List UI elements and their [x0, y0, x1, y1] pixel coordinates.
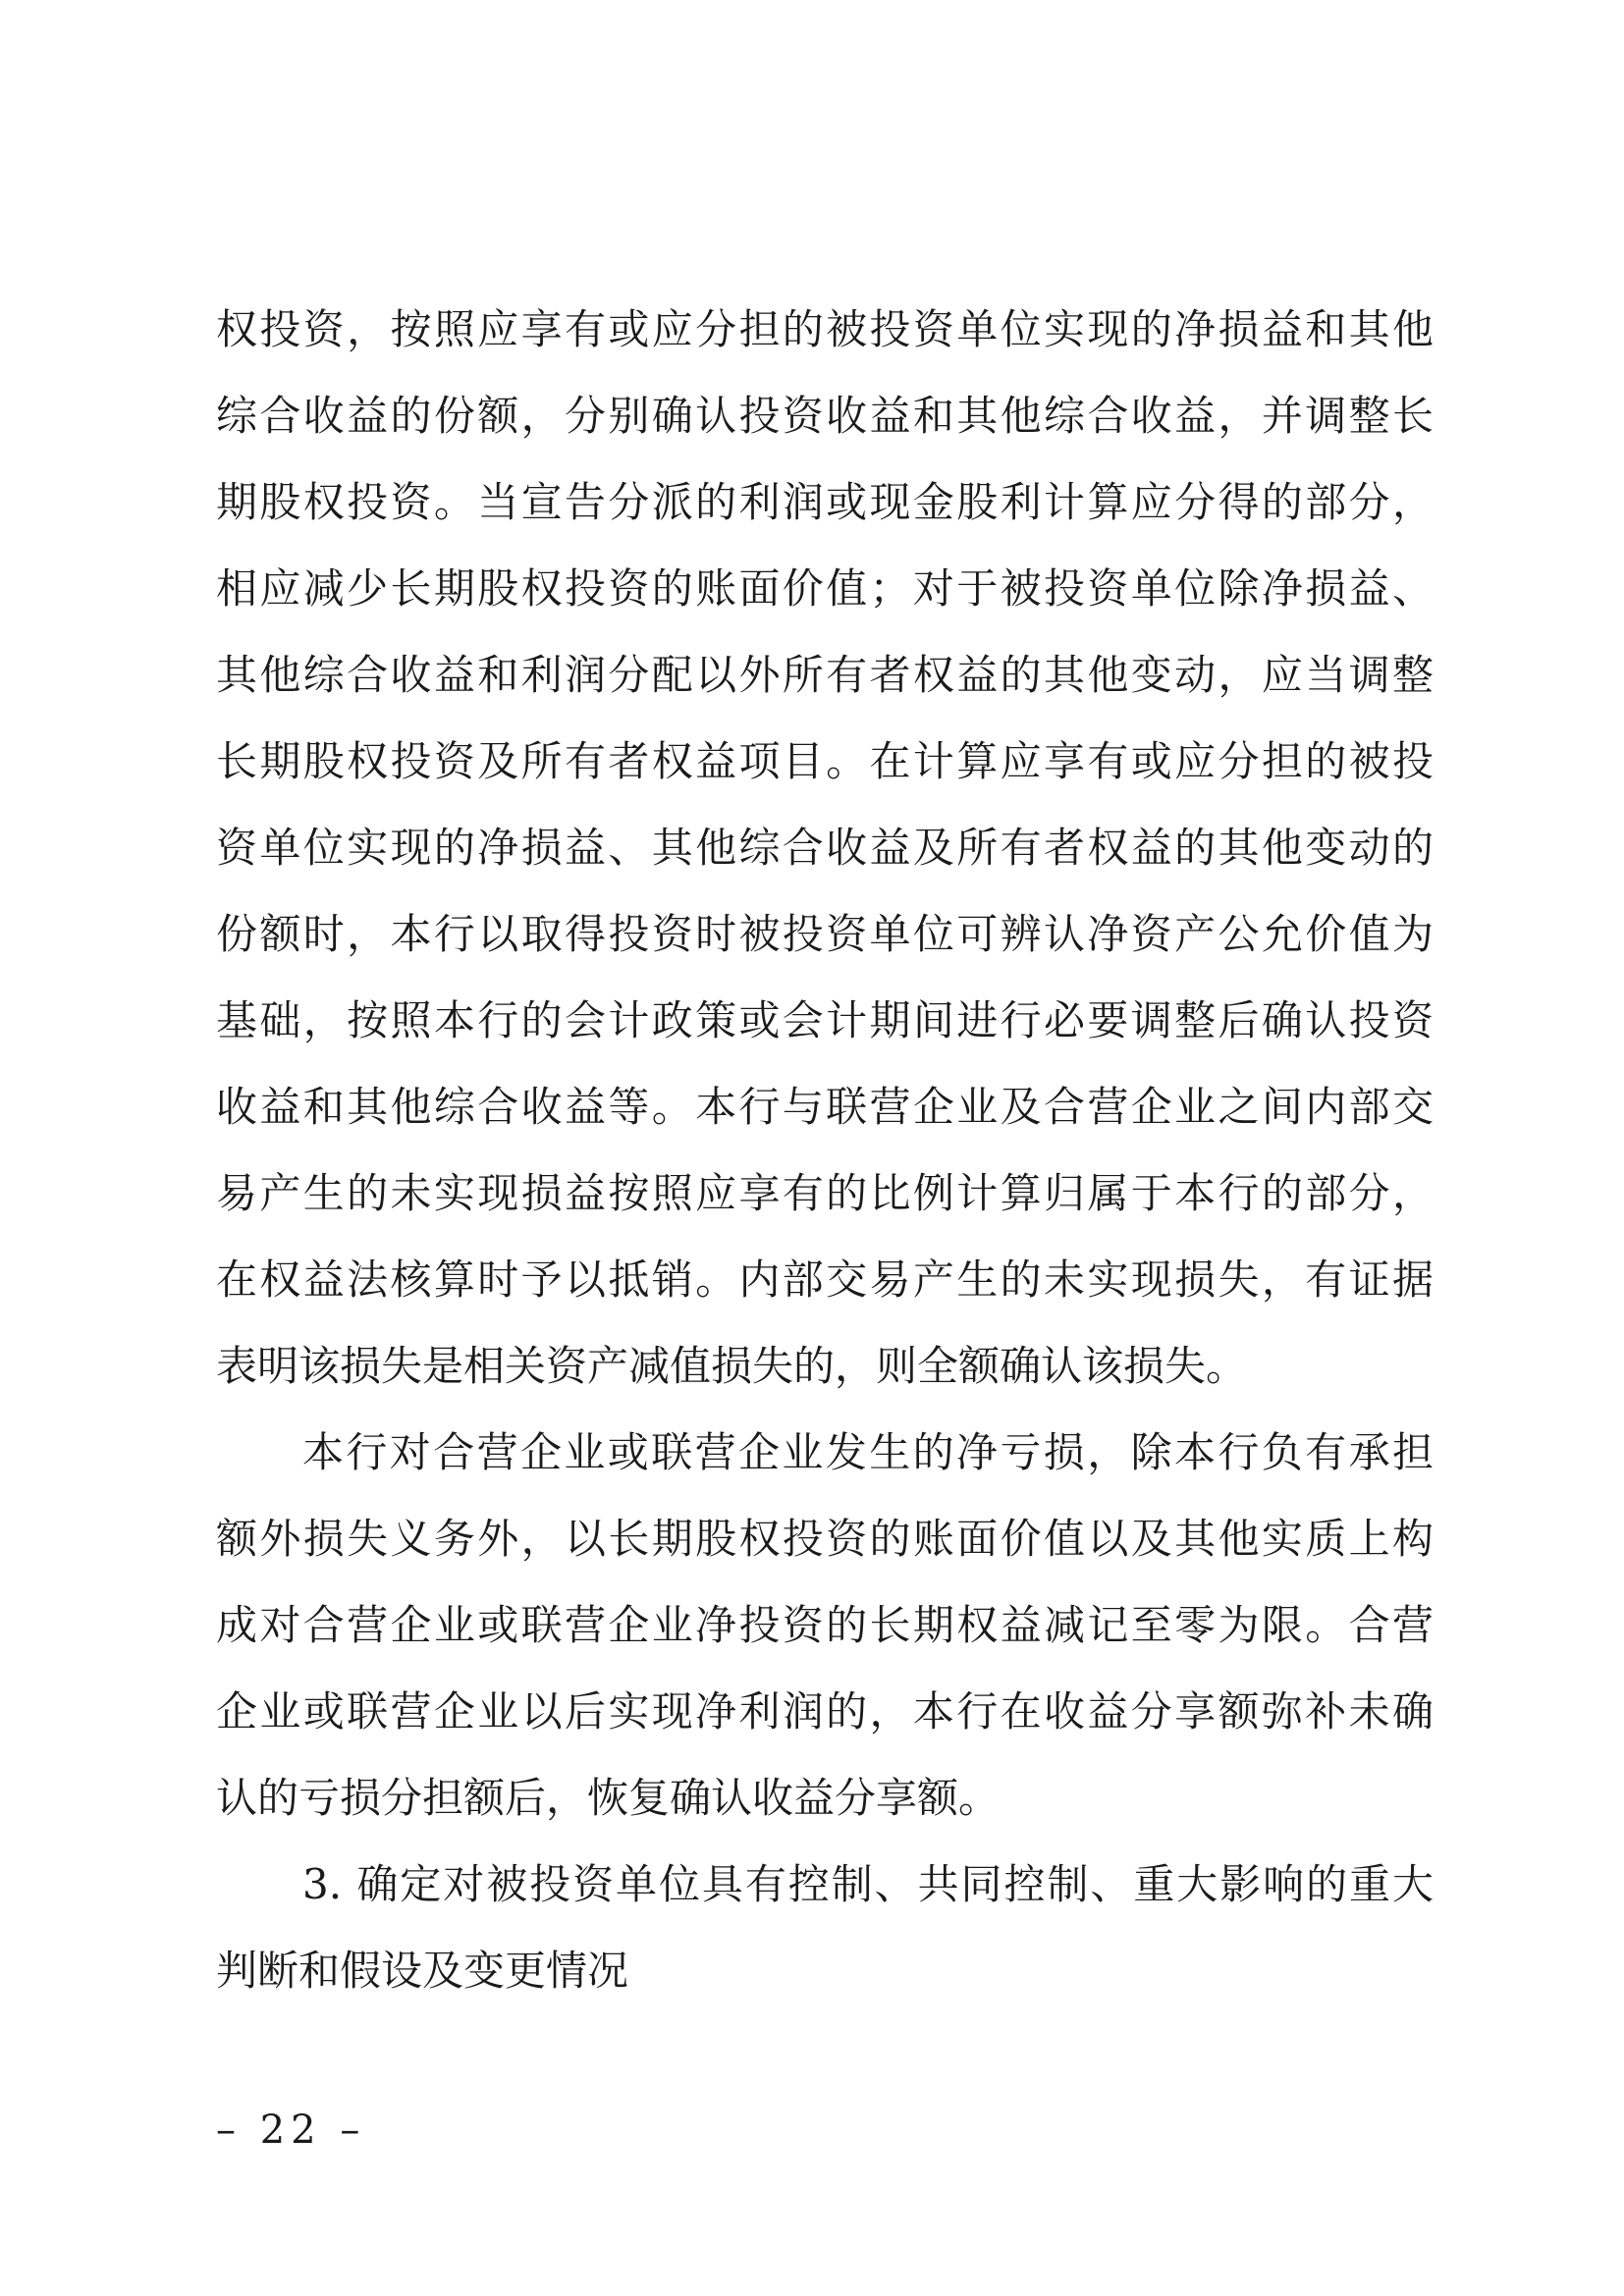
paragraph-2-line-1: 本行对合营企业或联营企业发生的净亏损，除本行负有承担: [302, 1428, 1434, 1476]
paragraph-2-line-3: 成对合营企业或联营企业净投资的长期权益减记至零为限。合营: [216, 1601, 1434, 1649]
paragraph-1-line-10: 收益和其他综合收益等。本行与联营企业及合营企业之间内部交: [216, 1083, 1434, 1131]
paragraph-1-line-12: 在权益法核算时予以抵销。内部交易产生的未实现损失，有证据: [216, 1255, 1434, 1304]
page-number: – 22 –: [216, 2108, 366, 2153]
section-heading-line-1: 3. 确定对被投资单位具有控制、共同控制、重大影响的重大: [302, 1860, 1434, 1908]
paragraph-1-line-11: 易产生的未实现损益按照应享有的比例计算归属于本行的部分，: [216, 1169, 1434, 1217]
paragraph-1-line-1: 权投资，按照应享有或应分担的被投资单位实现的净损益和其他: [216, 305, 1434, 353]
paragraph-2-line-5: 认的亏损分担额后，恢复确认收益分享额。: [216, 1774, 1001, 1822]
paragraph-1-line-6: 长期股权投资及所有者权益项目。在计算应享有或应分担的被投: [216, 737, 1434, 785]
paragraph-1-line-2: 综合收益的份额，分别确认投资收益和其他综合收益，并调整长: [216, 392, 1434, 440]
section-heading-line-2: 判断和假设及变更情况: [216, 1947, 629, 1995]
paragraph-1-line-7: 资单位实现的净损益、其他综合收益及所有者权益的其他变动的: [216, 824, 1434, 872]
paragraph-1-line-5: 其他综合收益和利润分配以外所有者权益的其他变动，应当调整: [216, 651, 1434, 699]
paragraph-1-line-9: 基础，按照本行的会计政策或会计期间进行必要调整后确认投资: [216, 996, 1434, 1044]
paragraph-2-line-2: 额外损失义务外，以长期股权投资的账面价值以及其他实质上构: [216, 1515, 1434, 1563]
paragraph-1-line-4: 相应减少长期股权投资的账面价值；对于被投资单位除净损益、: [216, 564, 1434, 613]
paragraph-1-line-13: 表明该损失是相关资产减值损失的，则全额确认该损失。: [216, 1342, 1248, 1390]
paragraph-1-line-8: 份额时，本行以取得投资时被投资单位可辨认净资产公允价值为: [216, 910, 1434, 958]
paragraph-2-line-4: 企业或联营企业以后实现净利润的，本行在收益分享额弥补未确: [216, 1687, 1434, 1735]
paragraph-1-line-3: 期股权投资。当宣告分派的利润或现金股利计算应分得的部分，: [216, 478, 1434, 526]
body-text: [216, 287, 1434, 2014]
